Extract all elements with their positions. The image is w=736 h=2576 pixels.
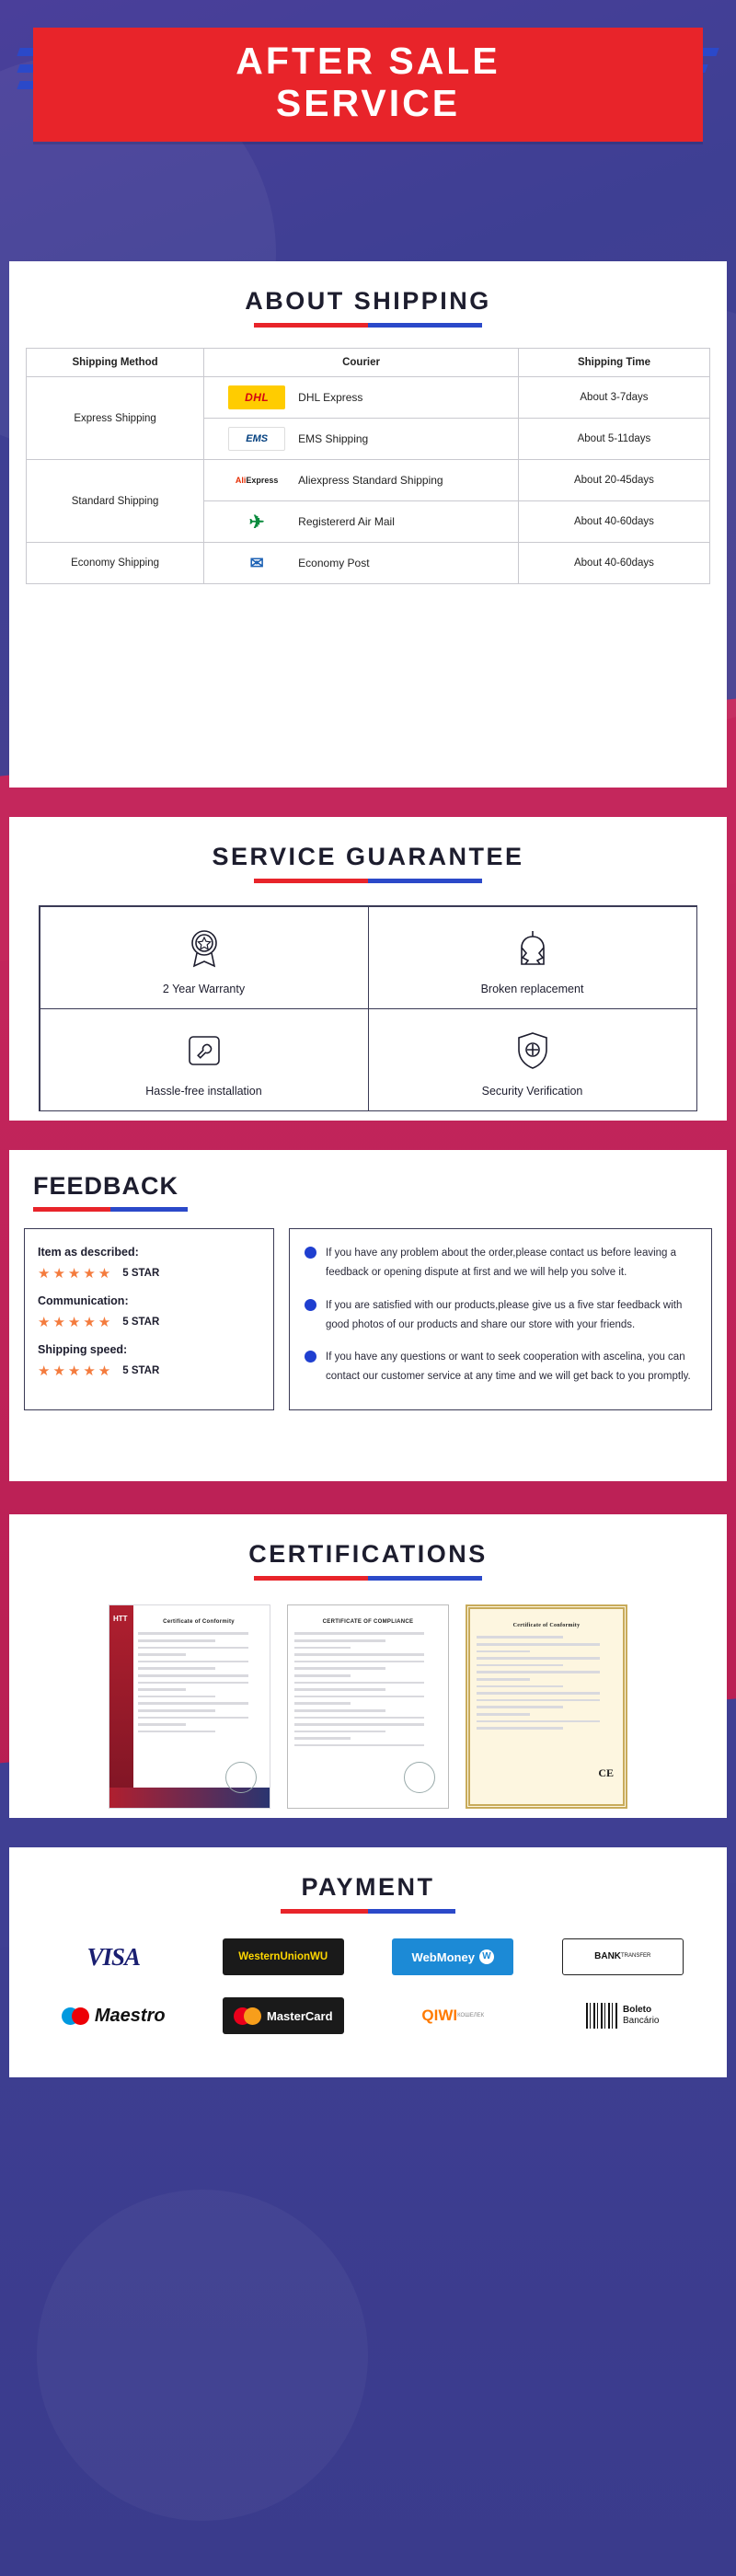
warranty-medal-icon <box>48 924 361 973</box>
table-header-row <box>27 349 710 377</box>
feedback-notes-panel <box>289 1228 712 1410</box>
certifications-title: CERTIFICATIONS <box>248 1540 488 1568</box>
feedback-title-rule <box>33 1207 188 1212</box>
rating-label: Shipping speed: <box>38 1343 128 1356</box>
cell-method: Express Shipping <box>27 377 204 460</box>
ce-mark-icon: CE <box>598 1766 614 1780</box>
certificate-heading: Certificate of Conformity <box>163 1619 235 1625</box>
rating-score: 5 STAR <box>122 1268 160 1279</box>
certificate-image-3 <box>466 1604 627 1809</box>
rating-row <box>38 1246 260 1282</box>
header-shipping-time: Shipping Time <box>518 349 709 377</box>
rating-score: 5 STAR <box>122 1365 160 1376</box>
payment-method-mastercard <box>203 1996 364 2035</box>
table-row <box>27 377 710 419</box>
cell-method: Economy Shipping <box>27 543 204 584</box>
bullet-dot-icon <box>305 1247 316 1259</box>
certifications-title-rule <box>254 1576 482 1581</box>
guarantee-label: 2 Year Warranty <box>162 982 246 995</box>
hassle-free-installation-icon <box>48 1026 361 1075</box>
certificate-image-2 <box>287 1604 449 1809</box>
payment-method-boleto <box>543 1996 704 2035</box>
certifications-section <box>9 1514 727 1818</box>
payment-method-webmoney <box>373 1938 534 1976</box>
feedback-ratings-panel <box>24 1228 274 1410</box>
courier-name: Registererd Air Mail <box>298 515 395 528</box>
rating-row <box>38 1294 260 1330</box>
banner <box>33 28 703 142</box>
certificate-heading: CERTIFICATE OF COMPLIANCE <box>322 1619 414 1625</box>
broken-replacement-icon <box>376 924 689 973</box>
cell-courier <box>204 419 519 460</box>
mastercard-logo-icon: MasterCard <box>223 1997 344 2034</box>
cell-time: About 20-45days <box>518 460 709 501</box>
table-row <box>27 460 710 501</box>
cell-courier <box>204 460 519 501</box>
cell-method: Standard Shipping <box>27 460 204 543</box>
rating-label: Item as described: <box>38 1246 139 1259</box>
economy-post-logo-icon: ✉ <box>228 551 285 575</box>
bullet-dot-icon <box>305 1299 316 1311</box>
courier-name: DHL Express <box>298 391 363 404</box>
cell-courier <box>204 501 519 543</box>
header-courier: Courier <box>204 349 519 377</box>
service-guarantee-section <box>9 817 727 1121</box>
banner-area <box>0 28 736 138</box>
courier-name: Economy Post <box>298 557 370 569</box>
rating-score: 5 STAR <box>122 1317 160 1328</box>
feedback-section <box>9 1150 727 1481</box>
guarantee-item-security <box>368 1008 697 1111</box>
cell-time: About 5-11days <box>518 419 709 460</box>
rating-row <box>38 1343 260 1379</box>
courier-name: Aliexpress Standard Shipping <box>298 474 443 487</box>
guarantee-item-warranty <box>40 906 369 1009</box>
boleto-bancario-logo-icon: Boleto Bancário <box>562 1997 684 2034</box>
bullet-dot-icon <box>305 1351 316 1363</box>
payment-section <box>9 1847 727 2077</box>
background-circle-bottom <box>37 2190 368 2521</box>
guarantee-item-broken-replacement <box>368 906 697 1009</box>
payment-title-rule <box>281 1909 455 1914</box>
banner-title-line1: AFTER SALE <box>236 40 500 82</box>
rating-label: Communication: <box>38 1294 129 1307</box>
payment-method-western-union <box>203 1938 364 1976</box>
visa-logo-icon: VISA <box>86 1942 141 1971</box>
feedback-body <box>24 1228 712 1410</box>
guarantee-label: Hassle-free installation <box>145 1084 262 1098</box>
payment-method-visa <box>33 1938 194 1976</box>
star-rating-icon: ★★★★★ <box>38 1266 114 1282</box>
airmail-logo-icon: ✈ <box>228 510 285 534</box>
cell-time: About 3-7days <box>518 377 709 419</box>
guarantee-title: SERVICE GUARANTEE <box>212 843 524 870</box>
guarantee-item-installation <box>40 1008 369 1111</box>
cell-time: About 40-60days <box>518 543 709 584</box>
cell-courier <box>204 543 519 584</box>
western-union-logo-icon: WesternUnion WU <box>223 1938 344 1975</box>
certificates-row <box>26 1604 710 1809</box>
table-row <box>27 543 710 584</box>
feedback-note <box>305 1296 696 1336</box>
guarantee-label: Security Verification <box>481 1084 583 1098</box>
payment-method-qiwi <box>373 1996 534 2035</box>
courier-name: EMS Shipping <box>298 432 369 445</box>
cell-time: About 40-60days <box>518 501 709 543</box>
banner-title-line2: SERVICE <box>275 81 461 124</box>
guarantee-label: Broken replacement <box>480 982 584 995</box>
star-rating-icon: ★★★★★ <box>38 1315 114 1330</box>
webmoney-logo-icon: WebMoney W <box>392 1938 513 1975</box>
certificate-heading: Certificate of Conformity <box>512 1623 581 1628</box>
maestro-logo-icon: Maestro <box>52 1997 174 2034</box>
shipping-title: ABOUT SHIPPING <box>245 287 491 315</box>
feedback-note <box>305 1244 696 1283</box>
shipping-section <box>9 261 727 788</box>
dhl-logo-icon: DHL <box>228 385 285 409</box>
bank-transfer-logo-icon: BANK TRANSFER <box>562 1938 684 1975</box>
guarantee-title-rule <box>254 879 482 883</box>
feedback-title: FEEDBACK <box>33 1172 179 1200</box>
feedback-note-text: If you are satisfied with our products,please give us a five star feedback with good photos of our products and share our store with your friends. <box>326 1299 683 1330</box>
cell-courier <box>204 377 519 419</box>
payment-title: PAYMENT <box>301 1873 435 1901</box>
star-rating-icon: ★★★★★ <box>38 1363 114 1379</box>
ems-logo-icon: EMS <box>228 427 285 451</box>
header-shipping-method: Shipping Method <box>27 349 204 377</box>
shipping-table <box>26 348 710 584</box>
aliexpress-logo-icon: Ali Express <box>228 468 285 492</box>
payment-method-maestro <box>33 1996 194 2035</box>
guarantee-grid <box>39 905 697 1111</box>
security-verification-shield-icon <box>376 1026 689 1075</box>
certificate-image-1 <box>109 1604 270 1809</box>
feedback-note <box>305 1348 696 1387</box>
payment-method-bank-transfer <box>543 1938 704 1976</box>
feedback-note-text: If you have any problem about the order,please contact us before leaving a feedback or opening dispute at first and we will help you solve it. <box>326 1248 677 1279</box>
qiwi-logo-icon: QIWI КОШЕЛЕК <box>421 2007 485 2024</box>
feedback-note-text: If you have any questions or want to seek cooperation with ascelina, you can contact our customer service at any time and we will get back to you promptly. <box>326 1351 691 1383</box>
shipping-title-rule <box>254 323 482 328</box>
payment-methods-grid <box>26 1938 710 2041</box>
htt-logo-icon: HTT <box>113 1615 128 1623</box>
